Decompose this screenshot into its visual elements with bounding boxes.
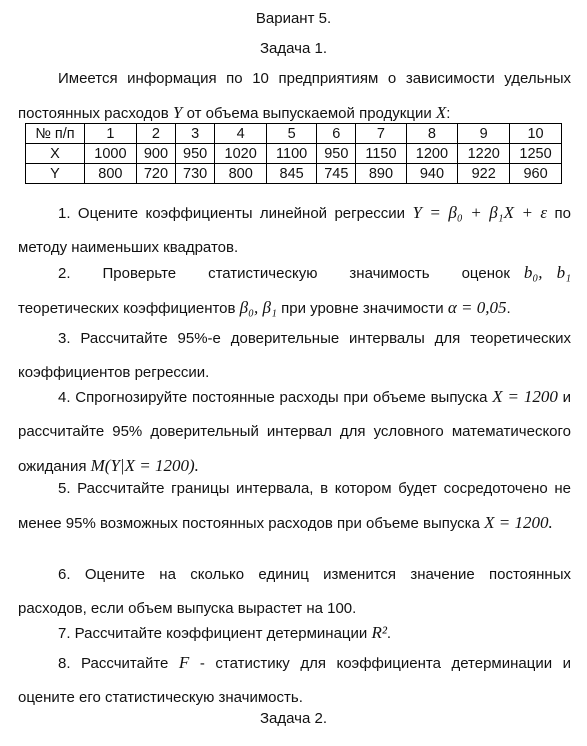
table-cell: 1100 <box>267 144 317 164</box>
item-4-text-2: и рассчитайте 95% доверительный интервал для условного математического ожидания <box>18 389 572 475</box>
table-cell: 950 <box>176 144 215 164</box>
table-cell: 5 <box>267 124 317 144</box>
item-2-text: 2. Проверьте статистическую значимость оценок <box>58 265 510 282</box>
item-1-text: 1. Оцените коэффициенты линейной регрессии <box>58 205 406 222</box>
table-cell: X <box>26 144 85 164</box>
table-cell: 1 <box>85 124 137 144</box>
alpha-value: α = 0,05 <box>447 298 507 317</box>
table-header-row <box>26 124 562 144</box>
item-2-text-2: теоретических коэффициентов <box>18 300 236 317</box>
table-cell: 1220 <box>458 144 510 164</box>
table-cell: 1250 <box>510 144 562 164</box>
var-y: Y <box>172 103 183 122</box>
table-cell: 3 <box>176 124 215 144</box>
intro-text-3: : <box>446 105 451 122</box>
item-7-text: 7. Рассчитайте коэффициент детерминации <box>58 625 368 642</box>
table-cell: Y <box>26 164 85 184</box>
table-cell: 2 <box>136 124 175 144</box>
table-cell: 7 <box>356 124 406 144</box>
r-squared: R² <box>371 623 387 642</box>
table-cell: 9 <box>458 124 510 144</box>
task1-heading: Задача 1. <box>259 40 327 57</box>
item-7: 7. Рассчитайте коэффициент детерминации R². <box>58 623 392 642</box>
regression-equation: Y = β₀ + β₁X + ε <box>412 203 548 222</box>
conditional-expectation: M(Y|X = 1200). <box>90 456 199 475</box>
item-5-text: 5. Рассчитайте границы интервала, в котором будет сосредоточено не менее 95% возможных постоянных расходов при объеме выпуска <box>18 480 571 532</box>
table-cell: 940 <box>406 164 458 184</box>
item-8 <box>18 646 571 715</box>
intro-paragraph <box>18 62 571 131</box>
item-8-text: 8. Рассчитайте <box>58 655 169 672</box>
table-cell: 6 <box>317 124 356 144</box>
coefficients-beta: β₀, β₁ <box>239 298 277 317</box>
table-cell: 720 <box>136 164 175 184</box>
var-x: X <box>435 103 447 122</box>
item-6: 6. Оцените на сколько единиц изменится значение постоянных расходов, если объем выпуска вырастет на 100. <box>18 566 571 617</box>
item-1-text-2: по методу наименьших квадратов. <box>18 205 571 256</box>
item-2: 2. Проверьте статистическую значимость оценок b₀, b₁ теоретических коэффициентов β₀, β₁ при уровне значимости α = 0,05. <box>18 263 571 317</box>
data-table <box>25 123 562 184</box>
table-cell: 4 <box>215 124 267 144</box>
intro-text-2: от объема выпускаемой продукции <box>186 105 432 122</box>
item-4-text: 4. Спрогнозируйте постоянные расходы при объеме выпуска <box>58 389 488 406</box>
item-8-text-2: - статистику для коэффициента детерминации и оцените его статистическую значимость. <box>18 655 571 706</box>
table-cell: 845 <box>267 164 317 184</box>
item-1 <box>18 196 571 265</box>
table-cell: 730 <box>176 164 215 184</box>
table-cell: 922 <box>458 164 510 184</box>
table-cell: 1000 <box>85 144 137 164</box>
x-equals-1200-b: X = 1200. <box>484 513 553 532</box>
table-cell: 800 <box>85 164 137 184</box>
item-2-text-3: при уровне значимости <box>281 300 444 317</box>
table-cell: 1150 <box>356 144 406 164</box>
estimates-b0-b1: b₀, b₁ <box>523 263 571 282</box>
item-5 <box>18 472 571 541</box>
variant-heading: Вариант 5. <box>255 10 332 27</box>
item-3: 3. Рассчитайте 95%-е доверительные интервалы для теоретических коэффициентов регрессии. <box>18 330 571 381</box>
f-statistic: F <box>178 653 190 672</box>
table-cell: 800 <box>215 164 267 184</box>
table-cell: 8 <box>406 124 458 144</box>
table-cell: № п/п <box>26 124 85 144</box>
task2-heading: Задача 2. <box>259 710 327 727</box>
table-cell: 745 <box>317 164 356 184</box>
table-row <box>26 144 562 164</box>
table-cell: 10 <box>510 124 562 144</box>
item-4 <box>18 380 571 484</box>
table-cell: 1200 <box>406 144 458 164</box>
table-cell: 900 <box>136 144 175 164</box>
table-cell: 950 <box>317 144 356 164</box>
x-equals-1200: X = 1200 <box>492 387 558 406</box>
table-cell: 960 <box>510 164 562 184</box>
table-row <box>26 164 562 184</box>
table-cell: 1020 <box>215 144 267 164</box>
table-cell: 890 <box>356 164 406 184</box>
intro-text-1: Имеется информация по 10 предприятиям о зависимости удельных постоянных расходов <box>18 70 571 122</box>
